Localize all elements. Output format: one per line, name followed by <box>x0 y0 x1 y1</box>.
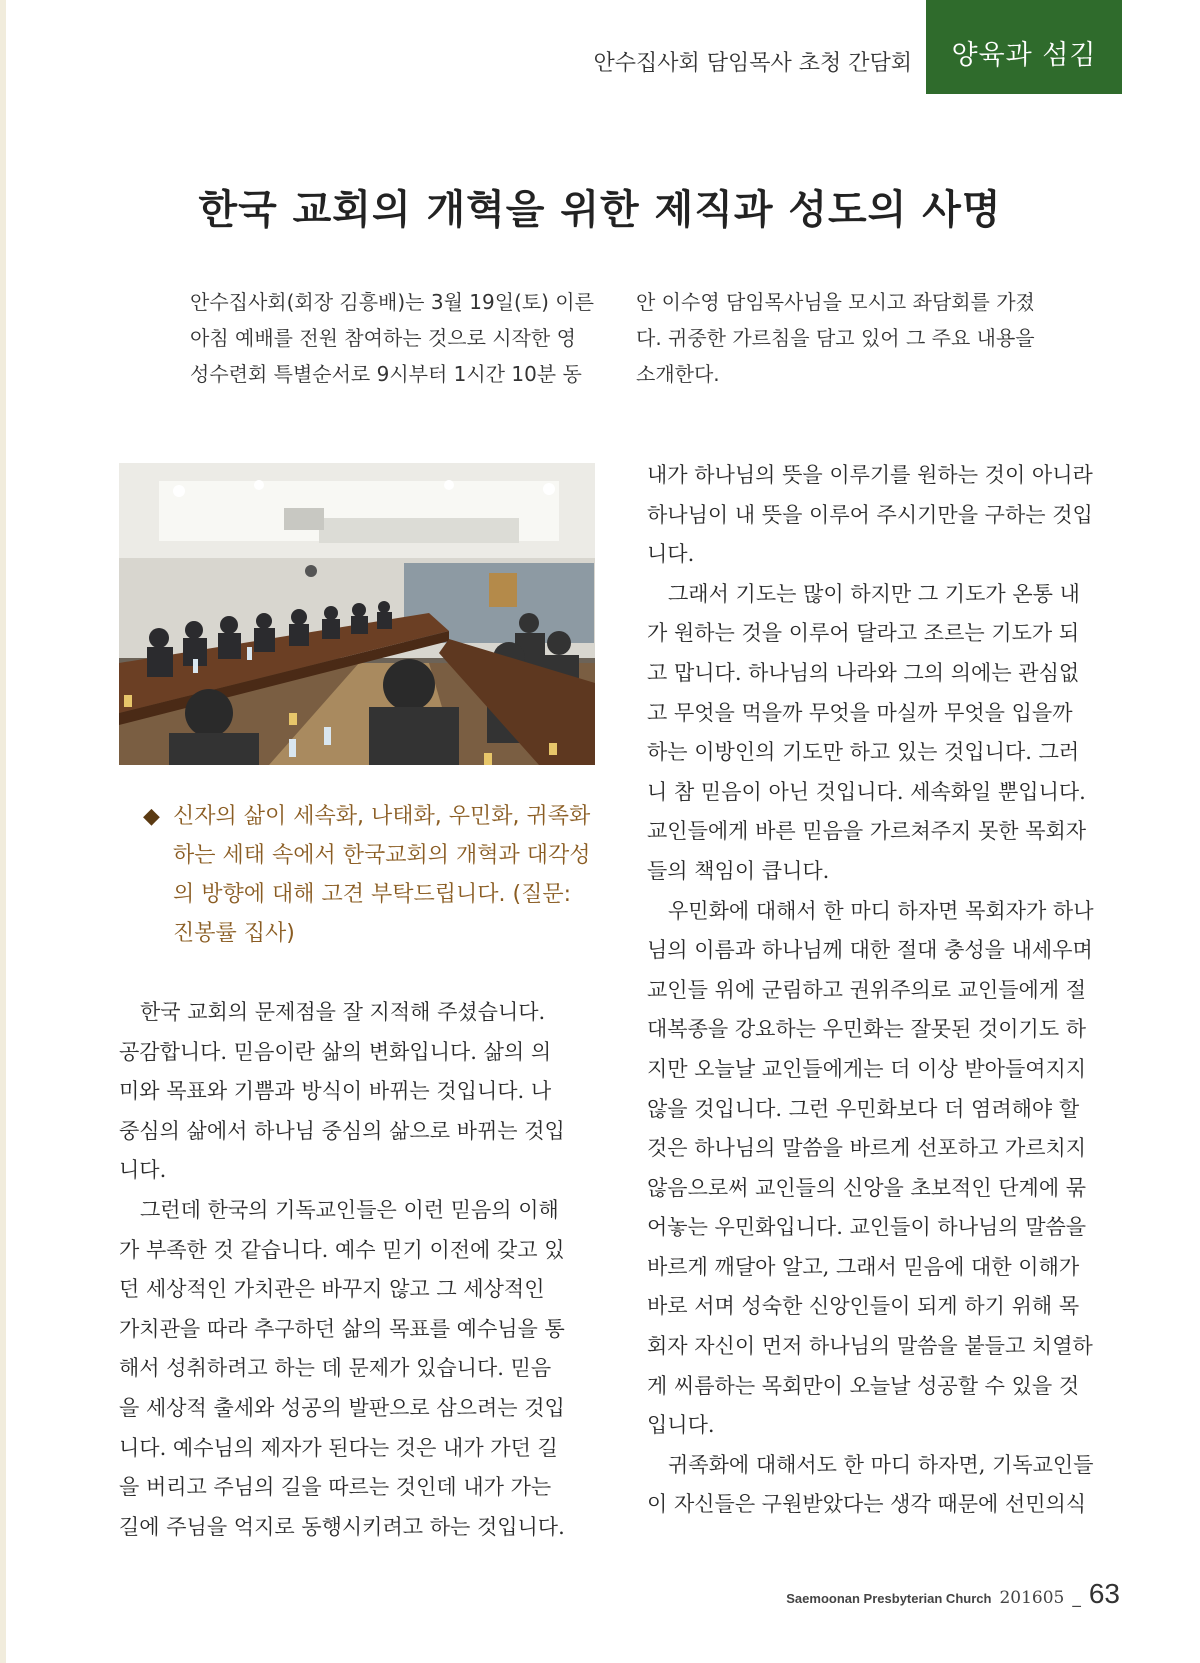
body-line: 가치관을 따라 추구하던 삶의 목표를 예수님을 통 <box>119 1316 565 1341</box>
body-column-right <box>647 456 1121 1525</box>
body-line: 입니다. <box>647 1413 715 1438</box>
intro-line: 안 이수영 담임목사님을 모시고 좌담회를 가졌 <box>636 290 1035 314</box>
caption-line: 의 방향에 대해 고견 부탁드립니다. (질문: <box>173 882 571 907</box>
body-column-left <box>119 993 595 1547</box>
body-line: 교인들에게 바른 믿음을 가르쳐주지 못한 목회자 <box>647 819 1087 844</box>
body-line: 하나님이 내 뜻을 이루어 주시기만을 구하는 것입 <box>647 502 1093 527</box>
body-line: 대복종을 강요하는 우민화는 잘못된 것이기도 하 <box>647 1017 1087 1042</box>
body-line: 해서 성취하려고 하는 데 문제가 있습니다. 믿음 <box>119 1356 552 1381</box>
body-line: 가 원하는 것을 이루어 달라고 조르는 기도가 되 <box>647 621 1080 646</box>
body-line: 공감합니다. 믿음이란 삶의 변화입니다. 삶의 의 <box>119 1039 552 1064</box>
body-line: 니다. 예수님의 제자가 된다는 것은 내가 가던 길 <box>119 1435 558 1460</box>
footer-separator: _ <box>1072 1588 1081 1608</box>
page-edge <box>0 0 6 1663</box>
body-line: 니다. <box>119 1158 167 1183</box>
body-line: 귀족화에 대해서도 한 마디 하자면, 기독교인들 <box>668 1452 1094 1477</box>
caption-line: 하는 세태 속에서 한국교회의 개혁과 대각성 <box>173 843 591 868</box>
body-line: 것은 하나님의 말씀을 바르게 선포하고 가르치지 <box>647 1136 1087 1161</box>
intro-left <box>190 284 610 392</box>
caption-line: 신자의 삶이 세속화, 나태화, 우민화, 귀족화 <box>173 804 591 829</box>
intro-line: 소개한다. <box>636 362 720 386</box>
body-line: 고 맙니다. 하나님의 나라와 그의 의에는 관심없 <box>647 660 1080 685</box>
body-line: 게 씨름하는 목회만이 오늘날 성공할 수 있을 것 <box>647 1373 1080 1398</box>
body-line: 니 참 믿음이 아닌 것입니다. 세속화일 뿐입니다. <box>647 779 1086 804</box>
header-subtitle: 안수집사회 담임목사 초청 간담회 <box>593 51 912 76</box>
body-line: 미와 목표와 기쁨과 방식이 바뀌는 것입니다. 나 <box>119 1079 552 1104</box>
body-line: 바르게 깨달아 알고, 그래서 믿음에 대한 이해가 <box>647 1254 1080 1279</box>
body-line: 어놓는 우민화입니다. 교인들이 하나님의 말씀을 <box>647 1215 1087 1240</box>
diamond-bullet-icon: ◆ <box>143 804 160 829</box>
body-line: 중심의 삶에서 하나님 중심의 삶으로 바뀌는 것입 <box>119 1118 565 1143</box>
body-line: 교인들 위에 군림하고 권위주의로 교인들에게 절 <box>647 977 1087 1002</box>
body-line: 않음으로써 교인들의 신앙을 초보적인 단계에 묶 <box>647 1175 1087 1200</box>
body-line: 이 자신들은 구원받았다는 생각 때문에 선민의식 <box>647 1492 1087 1517</box>
church-name: Saemoonan Presbyterian Church <box>786 1591 992 1606</box>
body-line: 니다. <box>647 542 695 567</box>
body-line: 바로 서며 성숙한 신앙인들이 되게 하기 위해 목 <box>647 1294 1080 1319</box>
intro-line: 성수련회 특별순서로 9시부터 1시간 10분 동 <box>190 362 582 386</box>
section-tab: 양육과 섬김 <box>926 0 1122 94</box>
intro-line: 아침 예배를 전원 참여하는 것으로 시작한 영 <box>190 326 576 350</box>
body-line: 지만 오늘날 교인들에게는 더 이상 받아들여지지 <box>647 1056 1087 1081</box>
article-title: 한국 교회의 개혁을 위한 제직과 성도의 사명 <box>198 187 1002 233</box>
body-line: 길에 주님을 억지로 동행시키려고 하는 것입니다. <box>119 1514 565 1539</box>
body-line: 회자 자신이 먼저 하나님의 말씀을 붙들고 치열하 <box>647 1334 1093 1359</box>
body-line: 고 무엇을 먹을까 무엇을 마실까 무엇을 입을까 <box>647 700 1073 725</box>
body-line: 내가 하나님의 뜻을 이루기를 원하는 것이 아니라 <box>647 463 1093 487</box>
body-line: 을 버리고 주님의 길을 따르는 것인데 내가 가는 <box>119 1475 552 1500</box>
meeting-photo <box>119 463 595 765</box>
body-line: 한국 교회의 문제점을 잘 지적해 주셨습니다. <box>140 1000 546 1024</box>
intro-right <box>636 284 1076 392</box>
body-line: 님의 이름과 하나님께 대한 절대 충성을 내세우며 <box>647 938 1093 963</box>
body-line: 을 세상적 출세와 성공의 발판으로 삼으려는 것입 <box>119 1395 565 1420</box>
issue-number: 201605 <box>999 1588 1065 1608</box>
body-line: 우민화에 대해서 한 마디 하자면 목회자가 하나 <box>668 898 1094 923</box>
intro-line: 안수집사회(회장 김흥배)는 3월 19일(토) 이른 <box>190 290 594 314</box>
body-line: 들의 책임이 큽니다. <box>647 858 830 883</box>
page-footer <box>786 1578 1120 1610</box>
question-caption <box>143 797 603 953</box>
caption-line: 진봉률 집사) <box>173 921 295 946</box>
body-line: 않을 것입니다. 그런 우민화보다 더 염려해야 할 <box>647 1096 1080 1121</box>
page-number: 63 <box>1088 1578 1120 1609</box>
body-line: 그래서 기도는 많이 하지만 그 기도가 온통 내 <box>668 581 1080 606</box>
body-line: 그런데 한국의 기독교인들은 이런 믿음의 이해 <box>140 1197 559 1222</box>
body-line: 하는 이방인의 기도만 하고 있는 것입니다. 그러 <box>647 740 1080 765</box>
body-line: 가 부족한 것 같습니다. 예수 믿기 이전에 갖고 있 <box>119 1237 565 1262</box>
body-line: 던 세상적인 가치관은 바꾸지 않고 그 세상적인 <box>119 1277 545 1302</box>
intro-line: 다. 귀중한 가르침을 담고 있어 그 주요 내용을 <box>636 326 1035 350</box>
